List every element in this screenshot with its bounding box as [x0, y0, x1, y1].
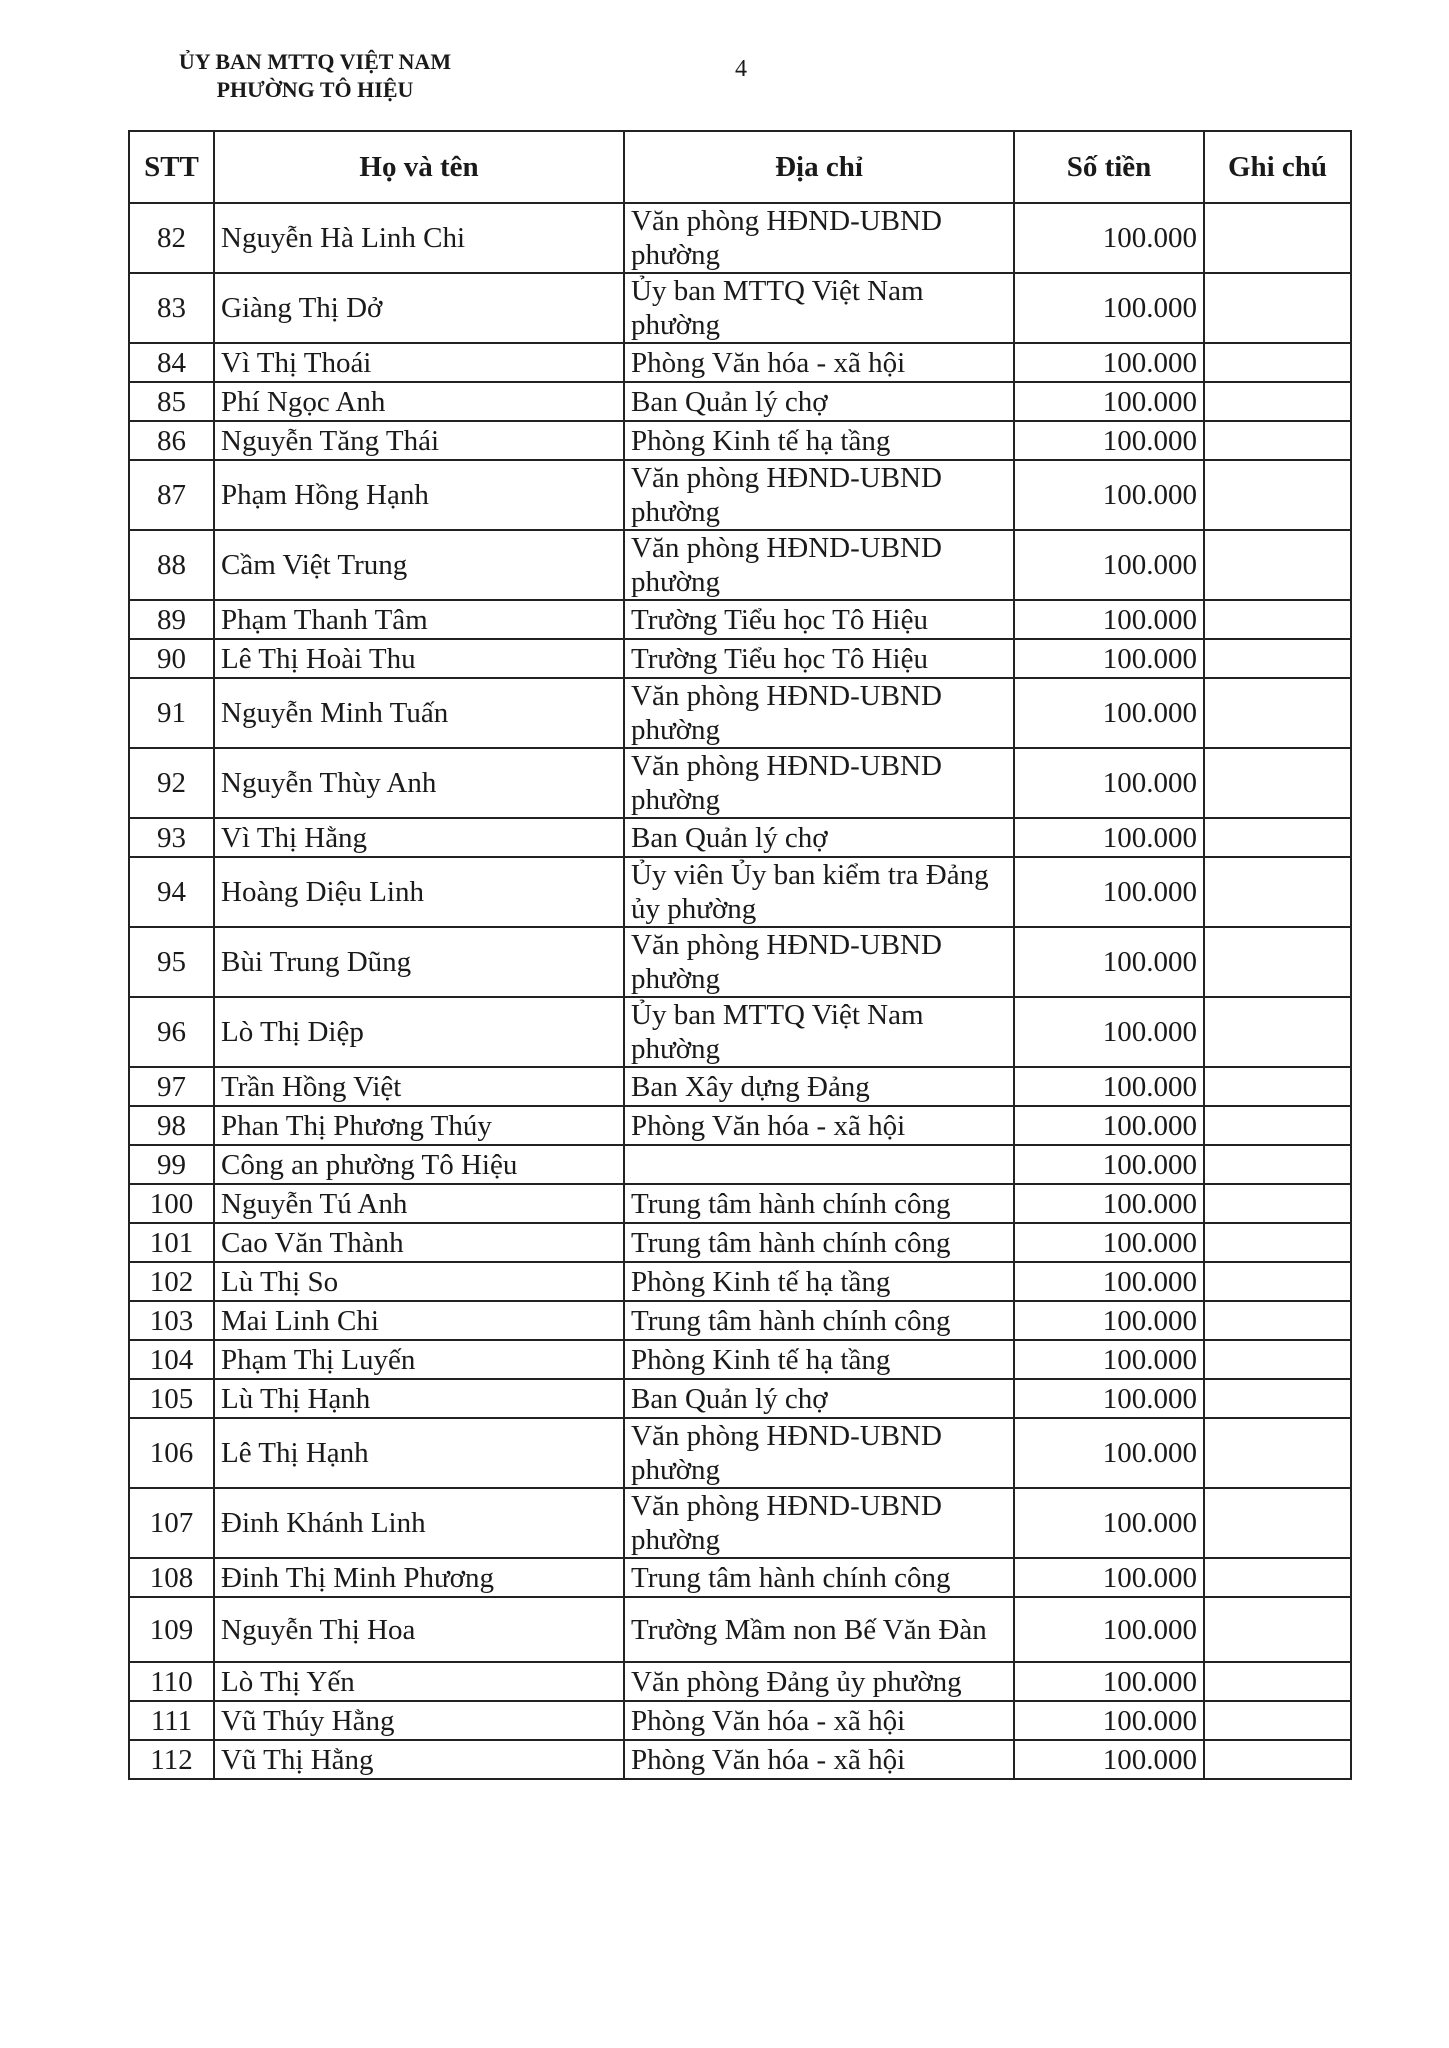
table-row — [129, 1262, 1351, 1301]
row-stt: 110 — [129, 1662, 214, 1701]
row-stt: 85 — [129, 382, 214, 421]
row-stt: 82 — [129, 203, 214, 273]
row-address — [624, 1184, 1014, 1223]
table-row — [129, 421, 1351, 460]
address-line1: Trung tâm hành chính công — [631, 1304, 951, 1337]
address-line1: Phòng Kinh tế hạ tầng — [631, 1343, 891, 1376]
address-line1: Văn phòng HĐND-UBND — [631, 750, 942, 782]
address-line2: phường — [631, 566, 721, 598]
row-note — [1204, 1488, 1351, 1558]
row-address — [624, 1106, 1014, 1145]
row-stt: 104 — [129, 1340, 214, 1379]
row-amount: 100.000 — [1014, 460, 1204, 530]
table-row — [129, 273, 1351, 343]
column-header-note: Ghi chú — [1204, 131, 1351, 203]
address-line2: phường — [631, 784, 721, 816]
row-amount: 100.000 — [1014, 203, 1204, 273]
row-name: Vì Thị Hằng — [214, 818, 624, 857]
row-stt: 103 — [129, 1301, 214, 1340]
row-stt: 91 — [129, 678, 214, 748]
row-stt: 84 — [129, 343, 214, 382]
row-note — [1204, 382, 1351, 421]
row-amount: 100.000 — [1014, 1558, 1204, 1597]
address-line1: Ủy ban MTTQ Việt Nam — [631, 275, 924, 307]
row-amount: 100.000 — [1014, 639, 1204, 678]
address-line2: phường — [631, 1524, 721, 1556]
row-address — [624, 600, 1014, 639]
row-stt: 92 — [129, 748, 214, 818]
address-line1: Phòng Kinh tế hạ tầng — [631, 1265, 891, 1298]
row-amount: 100.000 — [1014, 530, 1204, 600]
row-amount: 100.000 — [1014, 600, 1204, 639]
row-note — [1204, 1418, 1351, 1488]
address-line1: Phòng Văn hóa - xã hội — [631, 1704, 906, 1737]
row-address — [624, 530, 1014, 600]
row-name: Cầm Việt Trung — [214, 530, 624, 600]
row-address — [624, 421, 1014, 460]
row-address — [624, 343, 1014, 382]
row-note — [1204, 1067, 1351, 1106]
row-note — [1204, 1184, 1351, 1223]
row-note — [1204, 1597, 1351, 1662]
address-line1: Phòng Kinh tế hạ tầng — [631, 424, 891, 457]
table-row — [129, 927, 1351, 997]
row-name: Đinh Khánh Linh — [214, 1488, 624, 1558]
table-row — [129, 997, 1351, 1067]
table-row — [129, 1145, 1351, 1184]
row-name: Nguyễn Thị Hoa — [214, 1597, 624, 1662]
row-note — [1204, 1662, 1351, 1701]
row-stt: 87 — [129, 460, 214, 530]
row-address — [624, 639, 1014, 678]
row-address — [624, 1597, 1014, 1662]
row-address — [624, 1379, 1014, 1418]
address-line1: Ban Xây dựng Đảng — [631, 1070, 870, 1103]
row-note — [1204, 639, 1351, 678]
row-note — [1204, 818, 1351, 857]
row-name: Vũ Thị Hằng — [214, 1740, 624, 1779]
row-note — [1204, 600, 1351, 639]
table-row — [129, 1558, 1351, 1597]
row-stt: 102 — [129, 1262, 214, 1301]
row-amount: 100.000 — [1014, 1106, 1204, 1145]
page-number: 4 — [735, 56, 747, 82]
address-line1: Trung tâm hành chính công — [631, 1226, 951, 1259]
table-row — [129, 1701, 1351, 1740]
row-note — [1204, 1558, 1351, 1597]
row-address — [624, 818, 1014, 857]
row-name: Giàng Thị Dở — [214, 273, 624, 343]
row-amount: 100.000 — [1014, 1701, 1204, 1740]
row-stt: 99 — [129, 1145, 214, 1184]
address-line1: Văn phòng HĐND-UBND — [631, 462, 942, 494]
row-name: Mai Linh Chi — [214, 1301, 624, 1340]
row-note — [1204, 678, 1351, 748]
table-row — [129, 818, 1351, 857]
address-line1: Phòng Văn hóa - xã hội — [631, 1743, 906, 1776]
row-name: Cao Văn Thành — [214, 1223, 624, 1262]
row-amount: 100.000 — [1014, 1418, 1204, 1488]
address-line2: phường — [631, 239, 721, 271]
address-line2: ủy phường — [631, 893, 757, 925]
org-name-line2: PHƯỜNG TÔ HIỆU — [216, 77, 414, 102]
row-amount: 100.000 — [1014, 927, 1204, 997]
row-stt: 93 — [129, 818, 214, 857]
row-stt: 100 — [129, 1184, 214, 1223]
address-line1: Trung tâm hành chính công — [631, 1187, 951, 1220]
row-amount: 100.000 — [1014, 1662, 1204, 1701]
address-line2: phường — [631, 1454, 721, 1486]
row-amount: 100.000 — [1014, 857, 1204, 927]
row-name: Nguyễn Tú Anh — [214, 1184, 624, 1223]
row-amount: 100.000 — [1014, 1488, 1204, 1558]
table-row — [129, 639, 1351, 678]
table-row — [129, 1379, 1351, 1418]
row-address — [624, 1488, 1014, 1558]
row-note — [1204, 460, 1351, 530]
table-row — [129, 1067, 1351, 1106]
row-note — [1204, 530, 1351, 600]
row-amount: 100.000 — [1014, 997, 1204, 1067]
address-line1: Ủy ban MTTQ Việt Nam — [631, 999, 924, 1031]
column-header-address: Địa chỉ — [624, 131, 1014, 203]
row-amount: 100.000 — [1014, 748, 1204, 818]
table-row — [129, 203, 1351, 273]
table-row — [129, 1184, 1351, 1223]
row-name: Lê Thị Hoài Thu — [214, 639, 624, 678]
table-row — [129, 1106, 1351, 1145]
row-stt: 101 — [129, 1223, 214, 1262]
row-amount: 100.000 — [1014, 1340, 1204, 1379]
table-row — [129, 678, 1351, 748]
organization-header — [150, 48, 480, 104]
address-line1: Văn phòng HĐND-UBND — [631, 1490, 942, 1522]
address-line2: phường — [631, 963, 721, 995]
row-stt: 86 — [129, 421, 214, 460]
table-row — [129, 1740, 1351, 1779]
table-row — [129, 1597, 1351, 1662]
row-amount: 100.000 — [1014, 1145, 1204, 1184]
table-row — [129, 460, 1351, 530]
row-name: Lò Thị Diệp — [214, 997, 624, 1067]
row-stt: 112 — [129, 1740, 214, 1779]
row-name: Hoàng Diệu Linh — [214, 857, 624, 927]
row-stt: 95 — [129, 927, 214, 997]
row-note — [1204, 1106, 1351, 1145]
row-name: Lù Thị Hạnh — [214, 1379, 624, 1418]
row-address — [624, 927, 1014, 997]
address-line2: phường — [631, 1033, 721, 1065]
table-row — [129, 382, 1351, 421]
row-name: Phạm Hồng Hạnh — [214, 460, 624, 530]
row-stt: 108 — [129, 1558, 214, 1597]
row-name: Phạm Thị Luyến — [214, 1340, 624, 1379]
row-note — [1204, 1262, 1351, 1301]
row-name: Phạm Thanh Tâm — [214, 600, 624, 639]
address-line1: Trường Tiểu học Tô Hiệu — [631, 603, 928, 636]
row-amount: 100.000 — [1014, 1379, 1204, 1418]
address-line1: Văn phòng Đảng ủy phường — [631, 1665, 962, 1698]
address-line1: Trường Mầm non Bế Văn Đàn — [631, 1613, 987, 1646]
table-row — [129, 1223, 1351, 1262]
table-row — [129, 1340, 1351, 1379]
table-row — [129, 530, 1351, 600]
row-name: Công an phường Tô Hiệu — [214, 1145, 624, 1184]
row-note — [1204, 1701, 1351, 1740]
row-note — [1204, 421, 1351, 460]
address-line1: Văn phòng HĐND-UBND — [631, 532, 942, 564]
address-line1: Văn phòng HĐND-UBND — [631, 1420, 942, 1452]
address-line1: Trung tâm hành chính công — [631, 1561, 951, 1594]
row-note — [1204, 343, 1351, 382]
table-row — [129, 1418, 1351, 1488]
row-amount: 100.000 — [1014, 273, 1204, 343]
row-stt: 89 — [129, 600, 214, 639]
row-note — [1204, 1379, 1351, 1418]
table-row — [129, 1301, 1351, 1340]
row-amount: 100.000 — [1014, 1740, 1204, 1779]
row-name: Vì Thị Thoái — [214, 343, 624, 382]
row-name: Bùi Trung Dũng — [214, 927, 624, 997]
row-note — [1204, 1740, 1351, 1779]
row-address — [624, 1662, 1014, 1701]
row-address — [624, 1223, 1014, 1262]
row-note — [1204, 1301, 1351, 1340]
row-address — [624, 1340, 1014, 1379]
donation-table — [128, 130, 1352, 1780]
row-address — [624, 1301, 1014, 1340]
row-address — [624, 382, 1014, 421]
row-stt: 98 — [129, 1106, 214, 1145]
table-row — [129, 857, 1351, 927]
row-name: Đinh Thị Minh Phương — [214, 1558, 624, 1597]
row-address — [624, 460, 1014, 530]
row-stt: 88 — [129, 530, 214, 600]
row-address — [624, 857, 1014, 927]
row-stt: 106 — [129, 1418, 214, 1488]
row-address — [624, 1701, 1014, 1740]
row-amount: 100.000 — [1014, 678, 1204, 748]
table-header-row — [129, 131, 1351, 203]
org-name-line1: ỦY BAN MTTQ VIỆT NAM — [178, 49, 452, 74]
table-body — [129, 203, 1351, 1779]
address-line1: Phòng Văn hóa - xã hội — [631, 1109, 906, 1142]
row-name: Lù Thị So — [214, 1262, 624, 1301]
row-address — [624, 997, 1014, 1067]
row-note — [1204, 748, 1351, 818]
row-name: Nguyễn Tăng Thái — [214, 421, 624, 460]
row-name: Lò Thị Yến — [214, 1662, 624, 1701]
address-line1: Ban Quản lý chợ — [631, 385, 828, 418]
row-name: Trần Hồng Việt — [214, 1067, 624, 1106]
row-address — [624, 678, 1014, 748]
row-address — [624, 1740, 1014, 1779]
table-row — [129, 1488, 1351, 1558]
address-line2: phường — [631, 714, 721, 746]
row-address — [624, 273, 1014, 343]
row-note — [1204, 273, 1351, 343]
row-name: Nguyễn Thùy Anh — [214, 748, 624, 818]
address-line1: Phòng Văn hóa - xã hội — [631, 346, 906, 379]
column-header-stt: STT — [129, 131, 214, 203]
row-address — [624, 748, 1014, 818]
address-line1: Ủy viên Ủy ban kiểm tra Đảng — [631, 859, 989, 891]
row-address — [624, 1558, 1014, 1597]
row-note — [1204, 1340, 1351, 1379]
row-note — [1204, 997, 1351, 1067]
row-address — [624, 1262, 1014, 1301]
row-name: Nguyễn Hà Linh Chi — [214, 203, 624, 273]
row-name: Phan Thị Phương Thúy — [214, 1106, 624, 1145]
column-header-name: Họ và tên — [214, 131, 624, 203]
row-amount: 100.000 — [1014, 1223, 1204, 1262]
table-row — [129, 748, 1351, 818]
row-name: Lê Thị Hạnh — [214, 1418, 624, 1488]
address-line1: Ban Quản lý chợ — [631, 1382, 828, 1415]
row-stt: 96 — [129, 997, 214, 1067]
row-amount: 100.000 — [1014, 818, 1204, 857]
row-note — [1204, 927, 1351, 997]
address-line1: Văn phòng HĐND-UBND — [631, 929, 942, 961]
row-stt: 109 — [129, 1597, 214, 1662]
address-line2: phường — [631, 496, 721, 528]
row-name: Phí Ngọc Anh — [214, 382, 624, 421]
row-note — [1204, 203, 1351, 273]
row-amount: 100.000 — [1014, 1301, 1204, 1340]
column-header-amount: Số tiền — [1014, 131, 1204, 203]
row-address — [624, 1418, 1014, 1488]
row-amount: 100.000 — [1014, 1067, 1204, 1106]
table-row — [129, 343, 1351, 382]
address-line1: Văn phòng HĐND-UBND — [631, 680, 942, 712]
row-address — [624, 1145, 1014, 1184]
row-stt: 83 — [129, 273, 214, 343]
row-amount: 100.000 — [1014, 1184, 1204, 1223]
row-note — [1204, 1145, 1351, 1184]
row-note — [1204, 1223, 1351, 1262]
row-stt: 105 — [129, 1379, 214, 1418]
row-stt: 97 — [129, 1067, 214, 1106]
row-amount: 100.000 — [1014, 382, 1204, 421]
row-stt: 94 — [129, 857, 214, 927]
row-name: Nguyễn Minh Tuấn — [214, 678, 624, 748]
address-line2: phường — [631, 309, 721, 341]
table-row — [129, 1662, 1351, 1701]
row-stt: 111 — [129, 1701, 214, 1740]
row-amount: 100.000 — [1014, 343, 1204, 382]
row-amount: 100.000 — [1014, 1597, 1204, 1662]
row-amount: 100.000 — [1014, 421, 1204, 460]
row-stt: 90 — [129, 639, 214, 678]
row-address — [624, 203, 1014, 273]
address-line1: Trường Tiểu học Tô Hiệu — [631, 642, 928, 675]
address-line1: Văn phòng HĐND-UBND — [631, 205, 942, 237]
row-address — [624, 1067, 1014, 1106]
row-amount: 100.000 — [1014, 1262, 1204, 1301]
row-note — [1204, 857, 1351, 927]
address-line1: Ban Quản lý chợ — [631, 821, 828, 854]
row-name: Vũ Thúy Hằng — [214, 1701, 624, 1740]
row-stt: 107 — [129, 1488, 214, 1558]
table-row — [129, 600, 1351, 639]
